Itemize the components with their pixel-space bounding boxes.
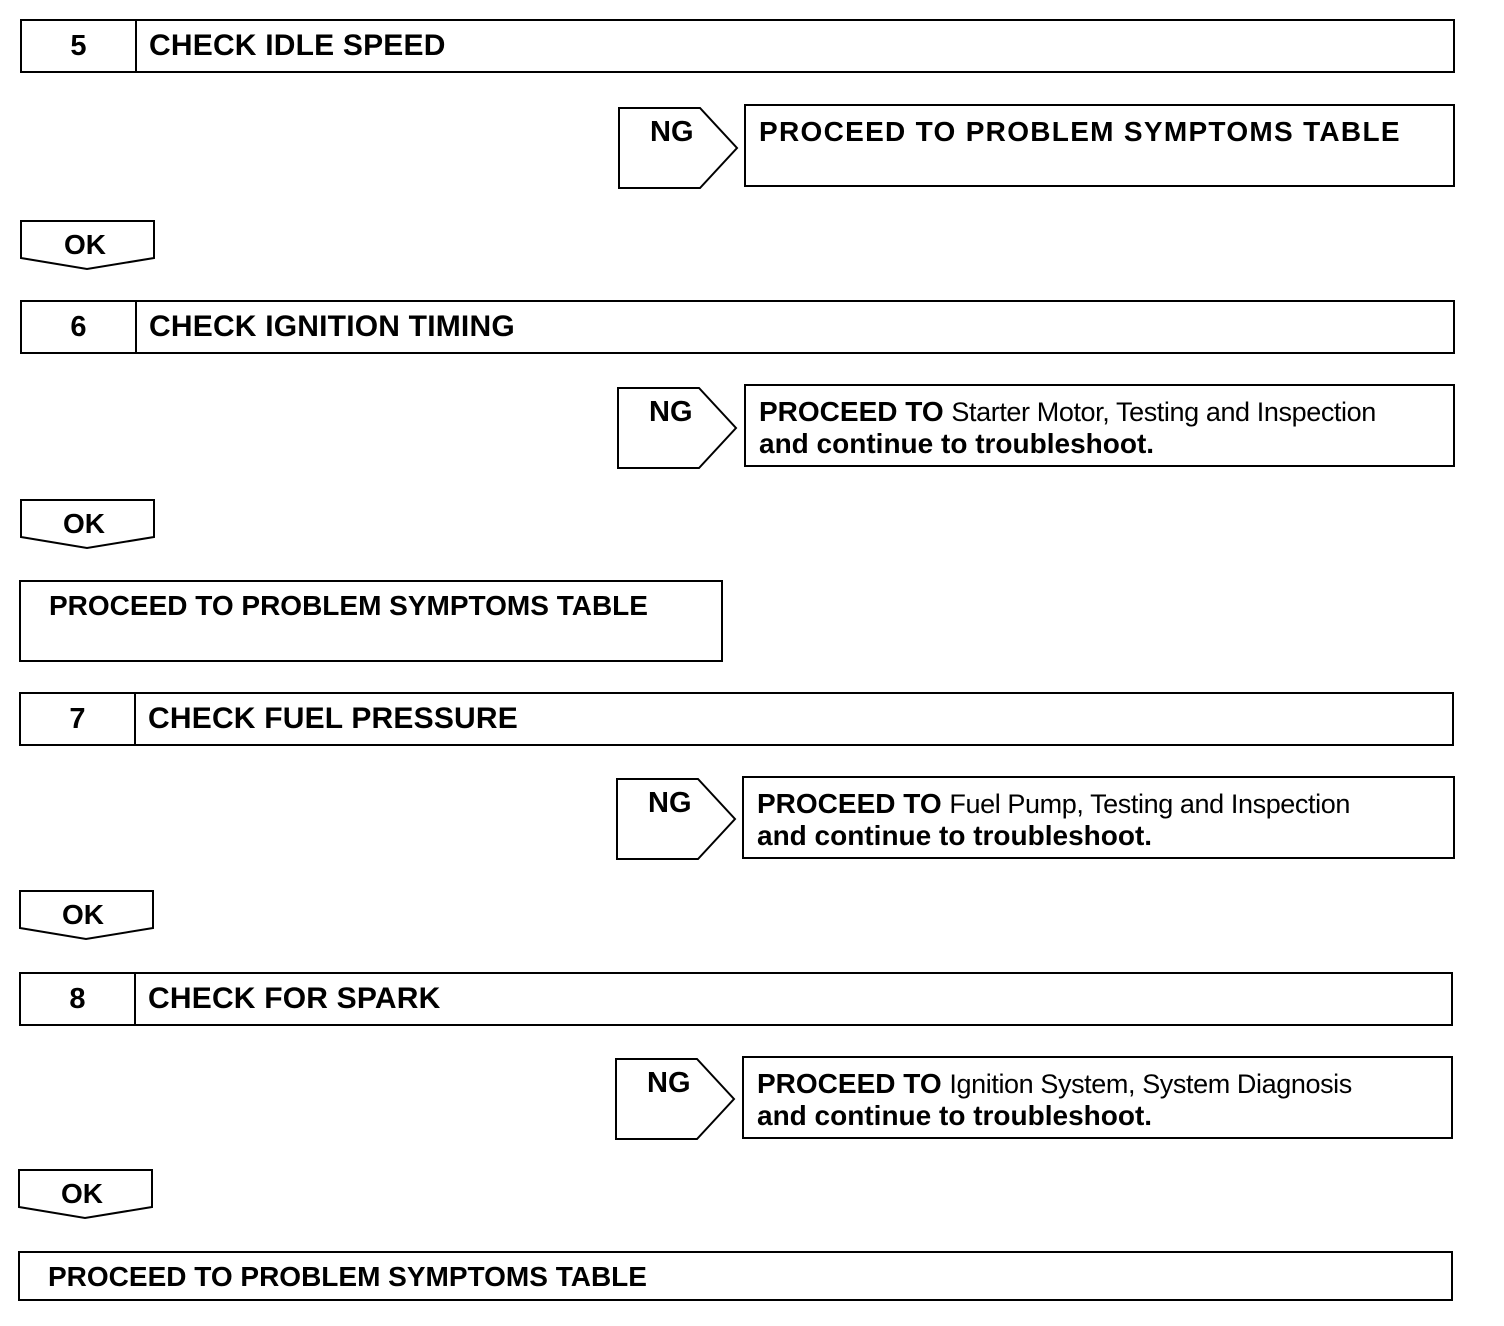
proceed-text: PROCEED TO PROBLEM SYMPTOMS TABLE — [49, 590, 648, 621]
ok-label: OK — [63, 508, 105, 539]
ng-action-reference: Starter Motor, Testing and Inspection — [951, 397, 1376, 427]
step-6-header — [20, 300, 1455, 354]
ng-action-text: PROCEED TO PROBLEM SYMPTOMS TABLE — [759, 116, 1401, 147]
step-number: 7 — [21, 694, 136, 744]
step-title: CHECK FUEL PRESSURE — [148, 702, 518, 735]
ng-action-reference: Fuel Pump, Testing and Inspection — [949, 789, 1350, 819]
step-8-ng-action — [742, 1056, 1453, 1139]
step-number: 5 — [22, 21, 137, 71]
step-title: CHECK FOR SPARK — [148, 982, 441, 1015]
ng-action-reference: Ignition System, System Diagnosis — [949, 1069, 1352, 1099]
ng-action-line2: and continue to troubleshoot. — [757, 1100, 1153, 1131]
ng-action-line2: and continue to troubleshoot. — [757, 820, 1153, 851]
step-7-ng-action — [742, 776, 1455, 859]
step-5-ng-action — [744, 104, 1455, 187]
ng-action-bold: PROCEED TO — [759, 396, 944, 427]
step-5-header — [20, 19, 1455, 73]
proceed-to-problem-symptoms-box — [19, 580, 723, 662]
ng-action-line2: and continue to troubleshoot. — [759, 428, 1155, 459]
ng-label: NG — [648, 787, 692, 819]
step-8-header — [19, 972, 1453, 1026]
step-number: 8 — [21, 974, 136, 1024]
step-title: CHECK IDLE SPEED — [149, 29, 446, 62]
ng-action-bold: PROCEED TO — [757, 1068, 942, 1099]
ok-label: OK — [61, 1178, 103, 1209]
proceed-text: PROCEED TO PROBLEM SYMPTOMS TABLE — [48, 1261, 647, 1292]
ng-label: NG — [647, 1067, 691, 1099]
proceed-to-problem-symptoms-box — [18, 1251, 1453, 1301]
ng-label: NG — [649, 396, 693, 428]
ng-label: NG — [650, 116, 694, 148]
step-7-header — [19, 692, 1454, 746]
step-number: 6 — [22, 302, 137, 352]
ng-action-bold: PROCEED TO — [757, 788, 942, 819]
ok-label: OK — [64, 229, 106, 260]
step-title: CHECK IGNITION TIMING — [149, 310, 515, 343]
step-6-ng-action — [744, 384, 1455, 467]
ok-label: OK — [62, 899, 104, 930]
